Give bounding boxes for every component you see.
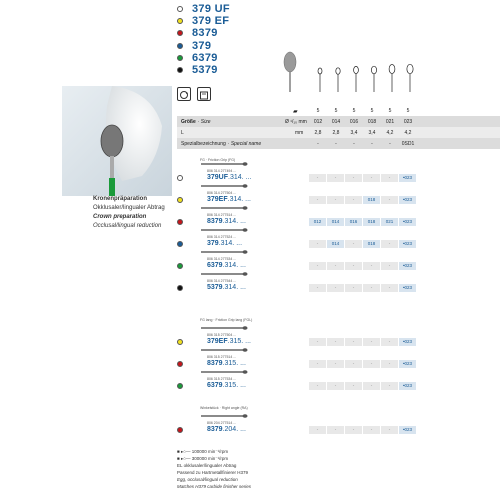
availability-cell: - <box>327 426 344 434</box>
availability-cell: - <box>381 196 398 204</box>
ref-number-small: 806 204 277514 ... <box>207 421 237 425</box>
packaging-cells <box>309 108 417 114</box>
reference-row <box>177 414 500 444</box>
availability-cell: - <box>381 360 398 368</box>
spec-cell: 5 <box>406 108 410 114</box>
spec-table <box>177 106 500 149</box>
spec-cell: - <box>389 140 391 147</box>
ref-availability-cells <box>309 218 417 226</box>
availability-cell: - <box>345 262 362 270</box>
legend-line-6: Matches H379 carbide finisher series <box>177 484 252 489</box>
availability-cell: - <box>327 174 344 182</box>
spec-cell: 023 <box>403 118 413 125</box>
ref-code: 379EF <box>207 338 228 345</box>
ref-availability-cells <box>309 196 417 204</box>
variant-row <box>177 40 211 52</box>
color-dot-icon <box>177 67 183 73</box>
availability-cell: 018 <box>363 196 380 204</box>
special-label: Spezialbezeichnung <box>181 140 226 147</box>
availability-cell: - <box>327 196 344 204</box>
color-dot-icon <box>177 285 183 291</box>
availability-cell: - <box>363 382 380 390</box>
ref-code: 6379 <box>207 262 223 269</box>
availability-cell: - <box>345 174 362 182</box>
spec-cell: 5 <box>316 108 320 114</box>
availability-cell: 016 <box>345 218 362 226</box>
spec-cell: 016 <box>349 118 359 125</box>
availability-cell: •023 <box>399 426 416 434</box>
spec-cell: 2,8 <box>314 129 322 136</box>
variant-label: 6379 <box>192 51 218 64</box>
ref-code: 8379 <box>207 218 223 225</box>
availability-cell: - <box>363 174 380 182</box>
legend-line-5: Egg, occlusal/lingual reduction <box>177 477 238 482</box>
spec-cell: 021 <box>385 118 395 125</box>
size-row <box>177 116 500 127</box>
size-unit: Ø ¹/₁₀ mm <box>285 118 307 125</box>
spec-cell: 012 <box>313 118 323 125</box>
ref-number-small: 806 315 277504 ... <box>207 333 237 337</box>
color-dot-icon <box>177 6 183 12</box>
ref-suffix: .315. ... <box>222 382 246 389</box>
availability-cell: - <box>363 262 380 270</box>
ref-number-small: 806 315 277514 ... <box>207 355 237 359</box>
ref-code: 8379 <box>207 426 223 433</box>
availability-cell: - <box>309 240 326 248</box>
ref-number-main <box>207 174 251 181</box>
availability-cell: - <box>327 360 344 368</box>
ref-number-main <box>207 196 251 203</box>
spec-cell: - <box>317 140 319 147</box>
availability-cell: 014 <box>327 240 344 248</box>
availability-cell: - <box>381 426 398 434</box>
length-cells <box>309 130 417 136</box>
ref-suffix: .314. ... <box>222 262 246 269</box>
package-icon: ▰ <box>293 108 298 115</box>
large-bur-shape <box>284 52 296 92</box>
availability-cell: - <box>327 338 344 346</box>
availability-cell: - <box>345 240 362 248</box>
variant-row <box>177 3 230 15</box>
variant-label: 379 <box>192 39 212 52</box>
reference-row <box>177 370 500 400</box>
availability-cell: 014 <box>327 218 344 226</box>
color-dot-icon <box>177 55 183 61</box>
spec-cell: 5 <box>388 108 392 114</box>
variant-label: 379 UF <box>192 3 230 15</box>
availability-cell: - <box>363 284 380 292</box>
variant-row <box>177 15 229 27</box>
ref-code: 379EF <box>207 196 228 203</box>
variant-row <box>177 64 218 76</box>
ref-number-main <box>207 426 246 433</box>
ref-number-small: 806 315 277534 ... <box>207 377 237 381</box>
shank-drawing <box>199 161 249 167</box>
ref-number-small: 806 314 277544 ... <box>207 279 237 283</box>
availability-cell: 018 <box>363 240 380 248</box>
special-row <box>177 138 500 149</box>
ref-number-main <box>207 284 246 291</box>
color-dot-icon <box>177 30 183 36</box>
ref-availability-cells <box>309 426 417 434</box>
availability-cell: - <box>345 426 362 434</box>
ref-number-small: 806 314 277494 ... <box>207 169 237 173</box>
ref-availability-cells <box>309 382 417 390</box>
legend-line-4: Passend zu Hartmetallfinierer H379 <box>177 470 249 475</box>
ref-code: 379 <box>207 240 219 247</box>
ref-number-small: 806 314 277524 ... <box>207 235 237 239</box>
size-label-en: · Size <box>197 118 211 125</box>
availability-cell: - <box>381 174 398 182</box>
shank-drawing <box>199 347 249 353</box>
availability-cell: 012 <box>309 218 326 226</box>
rotation-icon <box>177 87 191 101</box>
spec-cell: - <box>371 140 373 147</box>
bur-illustrations <box>270 50 420 96</box>
spec-cell: 4,2 <box>386 129 394 136</box>
shank-fgl-title: FG lang · Friction Grip lang (FGL) <box>200 318 253 322</box>
length-row <box>177 127 500 138</box>
shank-drawing <box>199 369 249 375</box>
availability-cell: - <box>381 240 398 248</box>
ref-code: 6379 <box>207 382 223 389</box>
ref-suffix: .315. ... <box>222 360 246 367</box>
availability-cell: - <box>363 338 380 346</box>
color-dot-icon <box>177 263 183 269</box>
special-label-en: · Special name <box>227 140 262 147</box>
spec-cell: 014 <box>331 118 341 125</box>
tooth-preparation-image <box>62 86 172 196</box>
shank-drawing <box>199 205 249 211</box>
spec-cell: 3,4 <box>368 129 376 136</box>
small-bur-shapes <box>318 64 413 92</box>
ref-number-main <box>207 218 246 225</box>
shank-drawing <box>199 227 249 233</box>
ref-number-main <box>207 338 251 345</box>
ref-number-main <box>207 360 246 367</box>
ref-suffix: .314. ... <box>218 240 243 247</box>
color-dot-icon <box>177 339 183 345</box>
ref-code: 5379 <box>207 284 223 291</box>
availability-cell: - <box>345 338 362 346</box>
ref-suffix: .314. ... <box>227 196 251 203</box>
availability-cell: - <box>345 196 362 204</box>
shank-ra-title: Winkelstück · Right angle (RA) <box>200 406 248 410</box>
availability-cell: •023 <box>399 218 416 226</box>
availability-cell: - <box>309 196 326 204</box>
color-dot-icon <box>177 18 183 24</box>
ref-availability-cells <box>309 284 417 292</box>
availability-cell: - <box>309 262 326 270</box>
shank-drawing <box>199 183 249 189</box>
length-unit: mm <box>295 129 304 136</box>
availability-cell: •023 <box>399 174 416 182</box>
legend-line-2: ■ ▸○— 300000 min⁻¹/rpm <box>177 456 229 461</box>
availability-cell: •023 <box>399 382 416 390</box>
color-dot-icon <box>177 383 183 389</box>
ref-number-small: 806 314 277534 ... <box>207 257 237 261</box>
shank-drawing <box>199 413 249 419</box>
color-dot-icon <box>177 43 183 49</box>
availability-cell: 021 <box>381 218 398 226</box>
availability-cell: - <box>363 426 380 434</box>
color-dot-icon <box>177 219 183 225</box>
ref-number-main <box>207 262 246 269</box>
availability-cell: - <box>363 360 380 368</box>
spec-cell: 2,8 <box>332 129 340 136</box>
ref-suffix: .314. ... <box>228 174 252 181</box>
ref-suffix: .204. ... <box>222 426 246 433</box>
autoclave-icon <box>197 87 211 101</box>
desc-en-sub: Occlusal/lingual reduction <box>93 223 162 229</box>
availability-cell: 018 <box>363 218 380 226</box>
shank-drawing <box>199 325 249 331</box>
availability-cell: - <box>345 360 362 368</box>
shank-drawing <box>199 249 249 255</box>
legend-line-3: EL okklusaler/lingualer Abtrag <box>177 463 237 468</box>
availability-cell: - <box>345 382 362 390</box>
availability-cell: - <box>309 360 326 368</box>
variant-label: 379 EF <box>192 15 230 28</box>
ref-number-main <box>207 382 246 389</box>
special-cells <box>309 141 417 147</box>
availability-cell: - <box>345 284 362 292</box>
size-label: Größe <box>181 118 196 125</box>
shank-fg-title: FG · Friction Grip (FG) <box>200 158 236 162</box>
availability-cell: •023 <box>399 284 416 292</box>
color-dot-icon <box>177 361 183 367</box>
variant-label: 5379 <box>192 64 218 76</box>
availability-cell: - <box>309 382 326 390</box>
availability-cell: - <box>309 284 326 292</box>
desc-de-title: Kronenpräparation <box>93 196 148 202</box>
availability-cell: - <box>327 262 344 270</box>
spec-cell: 5 <box>352 108 356 114</box>
ref-code: 8379 <box>207 360 223 367</box>
availability-cell: - <box>381 262 398 270</box>
ref-availability-cells <box>309 240 417 248</box>
spec-cell: 5 <box>370 108 374 114</box>
reference-row <box>177 272 500 302</box>
spec-cell: 5 <box>334 108 338 114</box>
spec-cell: - <box>335 140 337 147</box>
availability-cell: - <box>327 382 344 390</box>
color-dot-icon <box>177 197 183 203</box>
availability-cell: •023 <box>399 240 416 248</box>
legend-speed-1: 100000 min⁻¹/rpm <box>191 449 229 454</box>
ref-number-small: 806 314 277514 ... <box>207 213 237 217</box>
availability-cell: •023 <box>399 196 416 204</box>
shank-drawing <box>199 271 249 277</box>
color-dot-icon <box>177 175 183 181</box>
length-label: L <box>181 129 184 136</box>
availability-cell: - <box>309 426 326 434</box>
availability-cell: •023 <box>399 360 416 368</box>
availability-cell: •023 <box>399 338 416 346</box>
spec-cell: - <box>353 140 355 147</box>
availability-cell: - <box>327 284 344 292</box>
ref-availability-cells <box>309 360 417 368</box>
availability-cell: - <box>381 284 398 292</box>
availability-cell: •023 <box>399 262 416 270</box>
variant-label: 8379 <box>192 27 218 40</box>
ref-suffix: .314. ... <box>222 218 246 225</box>
availability-cell: - <box>309 174 326 182</box>
availability-cell: - <box>381 338 398 346</box>
availability-cell: - <box>381 382 398 390</box>
spec-cell: 018 <box>367 118 377 125</box>
ref-number-main <box>207 240 242 247</box>
spec-cell: 0SD1 <box>401 140 415 147</box>
ref-suffix: .314. ... <box>222 284 246 291</box>
spec-cell: 3,4 <box>350 129 358 136</box>
legend-line-1: ■ ▸○— 100000 min⁻¹/rpm <box>177 449 229 454</box>
ref-number-small: 806 314 277504 ... <box>207 191 237 195</box>
spec-cell: 4,2 <box>404 129 412 136</box>
color-dot-icon <box>177 241 183 247</box>
ref-code: 379UF <box>207 174 229 181</box>
packaging-row <box>177 106 500 116</box>
desc-en-title: Crown preparation <box>93 214 147 220</box>
desc-de-sub: Okklusaler/lingualer Abtrag <box>93 205 165 211</box>
size-cells <box>309 119 417 125</box>
variant-row <box>177 27 218 39</box>
legend-speed-2: 300000 min⁻¹/rpm <box>191 456 229 461</box>
ref-availability-cells <box>309 338 417 346</box>
ref-availability-cells <box>309 262 417 270</box>
color-dot-icon <box>177 427 183 433</box>
variant-row <box>177 52 218 64</box>
ref-availability-cells <box>309 174 417 182</box>
availability-cell: - <box>309 338 326 346</box>
ref-suffix: .315. ... <box>227 338 251 345</box>
